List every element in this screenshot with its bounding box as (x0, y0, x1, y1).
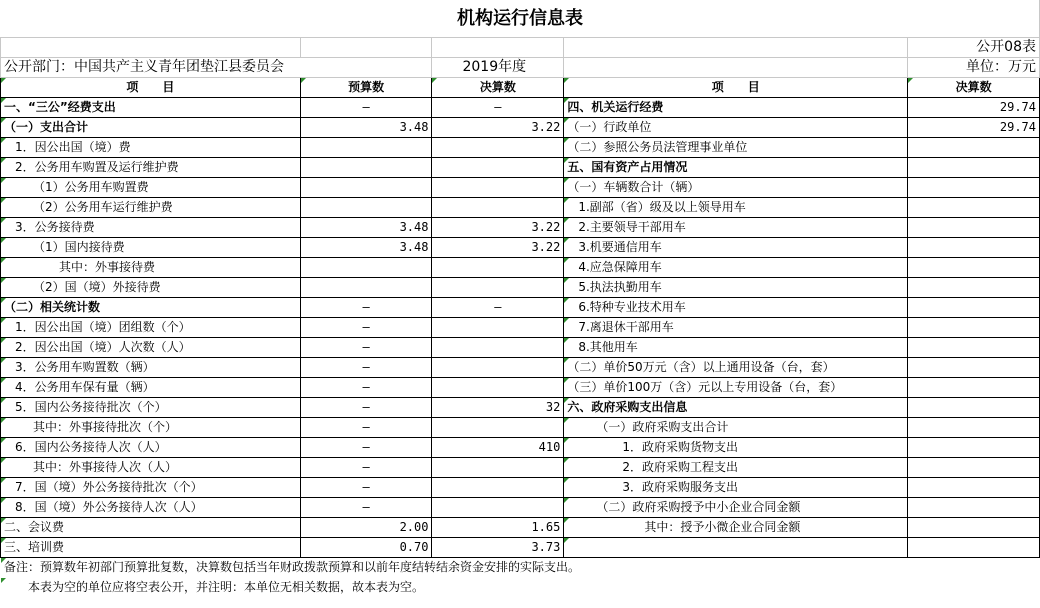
row-final-left (432, 358, 564, 378)
table-row (1, 418, 1040, 438)
row-final-left: 3.73 (432, 538, 564, 558)
unit-label: 单位：万元 (908, 58, 1040, 78)
row-final-right (908, 438, 1040, 458)
row-item-right: 3．政府采购服务支出 (564, 478, 908, 498)
table-row (1, 218, 1040, 238)
row-final-right (908, 218, 1040, 238)
row-item-left: 5．国内公务接待批次（个） (1, 398, 301, 418)
table-row (1, 118, 1040, 138)
row-final-right: 29.74 (908, 118, 1040, 138)
row-item-left: 7．国（境）外公务接待批次（个） (1, 478, 301, 498)
table-row (1, 478, 1040, 498)
table-row (1, 238, 1040, 258)
row-final-left (432, 338, 564, 358)
row-budget: 3.48 (300, 238, 432, 258)
row-final-right (908, 238, 1040, 258)
row-item-right: 5.执法执勤用车 (564, 278, 908, 298)
table-note: 备注：预算数年初部门预算批复数，决算数包括当年财政拨款预算和以前年度结转结余资金安排的实际支出。 (1, 558, 1040, 578)
row-final-right (908, 338, 1040, 358)
row-item-left: 三、培训费 (1, 538, 301, 558)
row-item-left: （1）公务用车购置费 (1, 178, 301, 198)
row-final-right (908, 318, 1040, 338)
header-final-left: 决算数 (432, 78, 564, 98)
row-budget: — (300, 438, 432, 458)
row-final-left: 410 (432, 438, 564, 458)
header-item-left: 项 目 (1, 78, 301, 98)
department-label: 公开部门：中国共产主义青年团垫江县委员会 (1, 58, 432, 78)
row-item-right: 2．政府采购工程支出 (564, 458, 908, 478)
row-item-right: 六、政府采购支出信息 (564, 398, 908, 418)
row-item-right: （二）参照公务员法管理事业单位 (564, 138, 908, 158)
table-row (1, 458, 1040, 478)
table-row (1, 278, 1040, 298)
row-item-right: （二）单价50万元（含）以上通用设备（台，套） (564, 358, 908, 378)
row-item-left: 2．公务用车购置及运行维护费 (1, 158, 301, 178)
row-item-left: 其中：外事接待批次（个） (1, 418, 301, 438)
row-final-right (908, 198, 1040, 218)
row-item-left: 二、会议费 (1, 518, 301, 538)
row-item-left: 4．公务用车保有量（辆） (1, 378, 301, 398)
row-item-left: 1．因公出国（境）费 (1, 138, 301, 158)
row-item-right: 7.离退休干部用车 (564, 318, 908, 338)
table-note: 本表为空的单位应将空表公开，并注明：本单位无相关数据，故本表为空。 (1, 578, 1040, 598)
header-final-right: 决算数 (908, 78, 1040, 98)
row-budget (300, 198, 432, 218)
table-row (1, 398, 1040, 418)
row-item-right: 3.机要通信用车 (564, 238, 908, 258)
row-budget: — (300, 398, 432, 418)
form-number: 公开08表 (908, 38, 1040, 58)
row-budget: 3.48 (300, 218, 432, 238)
row-item-right: 4.应急保障用车 (564, 258, 908, 278)
table-row (1, 358, 1040, 378)
table-row (1, 98, 1040, 118)
row-item-right: 6.特种专业技术用车 (564, 298, 908, 318)
header-row (1, 78, 1040, 98)
row-final-left (432, 478, 564, 498)
row-budget: — (300, 458, 432, 478)
row-final-left: 3.22 (432, 218, 564, 238)
row-item-left: 一、“三公”经费支出 (1, 98, 301, 118)
row-item-right (564, 538, 908, 558)
row-final-right (908, 398, 1040, 418)
row-item-right: （一）政府采购支出合计 (564, 418, 908, 438)
row-final-left (432, 318, 564, 338)
row-final-right (908, 478, 1040, 498)
row-item-right: 1.副部（省）级及以上领导用车 (564, 198, 908, 218)
row-final-right (908, 178, 1040, 198)
row-final-left (432, 278, 564, 298)
row-final-right (908, 298, 1040, 318)
row-final-left (432, 378, 564, 398)
table-row (1, 158, 1040, 178)
row-budget: — (300, 358, 432, 378)
table-row (1, 178, 1040, 198)
table-row (1, 198, 1040, 218)
row-item-left: （2）公务用车运行维护费 (1, 198, 301, 218)
row-final-right (908, 138, 1040, 158)
table-row (1, 518, 1040, 538)
table-row (1, 378, 1040, 398)
row-item-left: （二）相关统计数 (1, 298, 301, 318)
row-budget: — (300, 298, 432, 318)
row-item-left: （2）国（境）外接待费 (1, 278, 301, 298)
row-budget: — (300, 338, 432, 358)
table-row (1, 298, 1040, 318)
row-item-left: 1．因公出国（境）团组数（个） (1, 318, 301, 338)
row-final-right (908, 518, 1040, 538)
row-final-right (908, 538, 1040, 558)
row-final-left: 3.22 (432, 118, 564, 138)
row-final-right (908, 418, 1040, 438)
row-item-left: 8．国（境）外公务接待人次（人） (1, 498, 301, 518)
row-item-right: （三）单价100万（含）元以上专用设备（台，套） (564, 378, 908, 398)
row-final-right (908, 258, 1040, 278)
row-item-right: 五、国有资产占用情况 (564, 158, 908, 178)
row-item-right: （一）车辆数合计（辆） (564, 178, 908, 198)
row-final-left (432, 198, 564, 218)
row-budget (300, 178, 432, 198)
row-final-left: 1.65 (432, 518, 564, 538)
row-final-left: 3.22 (432, 238, 564, 258)
row-item-left: 6．国内公务接待人次（人） (1, 438, 301, 458)
row-budget: 3.48 (300, 118, 432, 138)
row-item-left: 其中：外事接待人次（人） (1, 458, 301, 478)
row-final-right (908, 378, 1040, 398)
row-budget (300, 138, 432, 158)
row-final-right (908, 498, 1040, 518)
table-row (1, 138, 1040, 158)
row-final-left (432, 178, 564, 198)
row-item-left: 3．公务接待费 (1, 218, 301, 238)
row-budget: 0.70 (300, 538, 432, 558)
row-final-right: 29.74 (908, 98, 1040, 118)
table-row (1, 338, 1040, 358)
row-item-right: （二）政府采购授予中小企业合同金额 (564, 498, 908, 518)
header-item-right: 项 目 (564, 78, 908, 98)
row-item-right: 其中：授予小微企业合同金额 (564, 518, 908, 538)
row-budget: — (300, 318, 432, 338)
table-row (1, 318, 1040, 338)
row-item-right: 四、机关运行经费 (564, 98, 908, 118)
row-final-right (908, 278, 1040, 298)
row-item-left: （一）支出合计 (1, 118, 301, 138)
row-item-right: 8.其他用车 (564, 338, 908, 358)
row-final-right (908, 158, 1040, 178)
row-final-left (432, 458, 564, 478)
row-budget: — (300, 98, 432, 118)
row-budget (300, 278, 432, 298)
year-label: 2019年度 (432, 58, 564, 78)
row-final-right (908, 458, 1040, 478)
row-budget: — (300, 378, 432, 398)
table-row (1, 438, 1040, 458)
row-budget (300, 158, 432, 178)
row-item-left: 其中：外事接待费 (1, 258, 301, 278)
row-item-right: 2.主要领导干部用车 (564, 218, 908, 238)
row-final-left: — (432, 298, 564, 318)
table-title: 机构运行信息表 (1, 1, 1040, 38)
row-budget: — (300, 498, 432, 518)
header-budget: 预算数 (300, 78, 432, 98)
row-final-left: 32 (432, 398, 564, 418)
row-final-left (432, 138, 564, 158)
row-item-left: 3．公务用车购置数（辆） (1, 358, 301, 378)
row-budget (300, 258, 432, 278)
row-final-left (432, 418, 564, 438)
row-final-left: — (432, 98, 564, 118)
row-budget: — (300, 478, 432, 498)
row-final-left (432, 258, 564, 278)
row-item-right: 1．政府采购货物支出 (564, 438, 908, 458)
row-final-left (432, 498, 564, 518)
row-budget: — (300, 418, 432, 438)
row-final-right (908, 358, 1040, 378)
row-budget: 2.00 (300, 518, 432, 538)
row-item-left: 2．因公出国（境）人次数（人） (1, 338, 301, 358)
row-item-left: （1）国内接待费 (1, 238, 301, 258)
row-final-left (432, 158, 564, 178)
table-row (1, 498, 1040, 518)
row-item-right: （一）行政单位 (564, 118, 908, 138)
table-row (1, 538, 1040, 558)
table-row (1, 258, 1040, 278)
